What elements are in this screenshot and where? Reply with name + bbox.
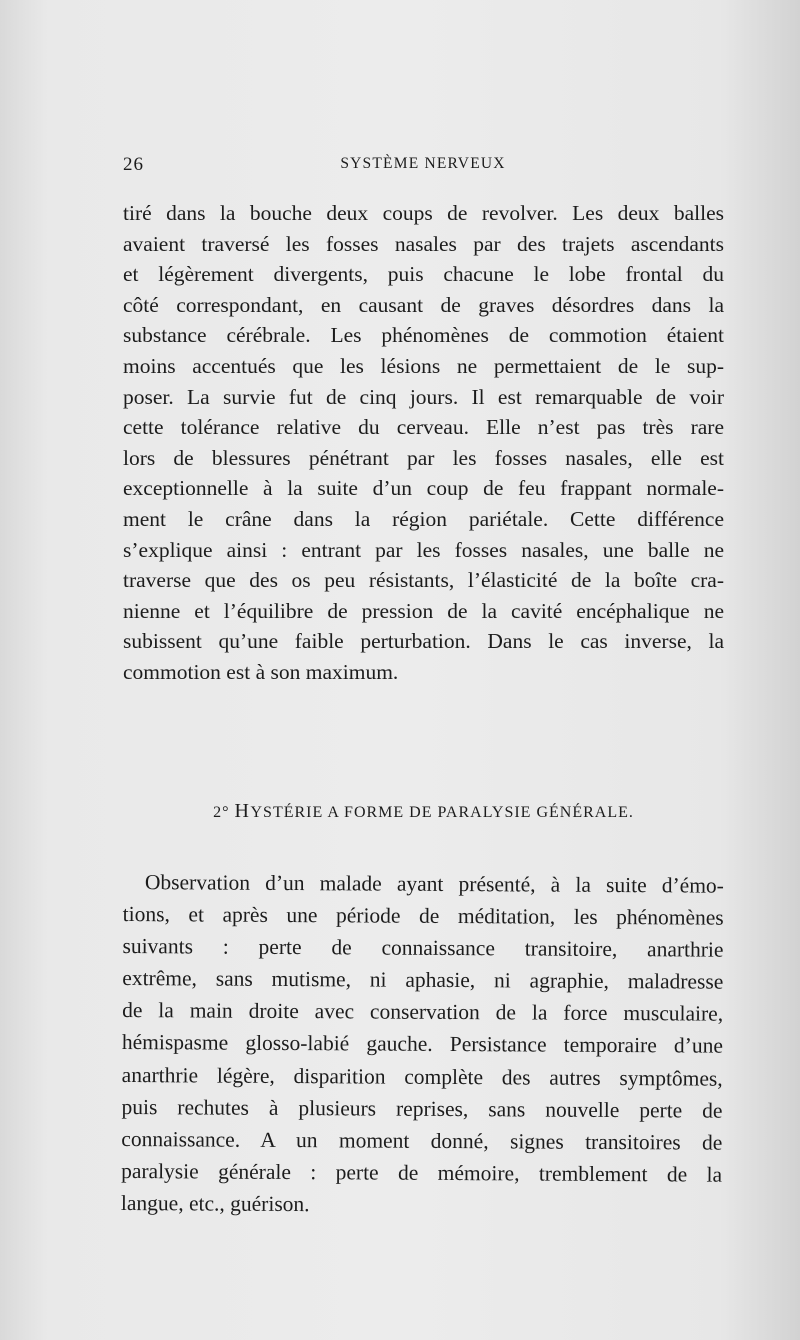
- text-line: connaissance. A un moment donné, signes transitoires de: [121, 1126, 723, 1155]
- text-line: s’explique ainsi : entrant par les fosses nasales, une balle ne: [123, 537, 724, 562]
- text-line: tions, et après une période de méditation, les phénomènes: [122, 902, 724, 930]
- running-head: [123, 154, 723, 182]
- text-line: Observation d’un malade ayant présenté, à la suite d’émo-: [144, 870, 724, 898]
- text-line: moins accentués que les lésions ne permettaient de le sup-: [123, 353, 724, 378]
- text-line: poser. La survie fut de cinq jours. Il est remarquable de voir: [123, 384, 724, 409]
- text-line: avaient traversé les fosses nasales par des trajets ascendants: [123, 231, 724, 256]
- text-line: paralysie générale : perte de mémoire, tremblement de la: [121, 1158, 723, 1187]
- page-number: 26: [123, 154, 144, 175]
- text-line: anarthrie légère, disparition complète des autres symptômes,: [121, 1062, 723, 1091]
- text-line: commotion est à son maximum.: [123, 659, 399, 684]
- text-line: tiré dans la bouche deux coups de revolver. Les deux balles: [123, 201, 724, 225]
- text-line: hémispasme glosso-labié gauche. Persistance temporaire d’une: [121, 1030, 723, 1059]
- text-line: subissent qu’une faible perturbation. Dans le cas inverse, la: [123, 629, 724, 654]
- text-line: et légèrement divergents, puis chacune le lobe frontal du: [123, 262, 724, 287]
- section-heading-initial: H: [234, 800, 251, 822]
- text-line: de la main droite avec conservation de la force musculaire,: [122, 998, 724, 1027]
- text-line: exceptionnelle à la suite d’un coup de feu frappant normale-: [123, 476, 724, 501]
- section-heading-text: YSTÉRIE A FORME DE PARALYSIE GÉNÉRALE.: [250, 804, 634, 821]
- paragraph-hysteria-observation: [121, 866, 724, 1223]
- text-line: traverse que des os peu résistants, l’élasticité de la boîte cra-: [123, 568, 724, 593]
- text-line: suivants : perte de connaissance transitoire, anarthrie: [122, 934, 724, 962]
- text-line: cette tolérance relative du cerveau. Elle n’est pas très rare: [123, 415, 724, 440]
- text-line: côté correspondant, en causant de graves désordres dans la: [123, 292, 724, 317]
- text-line: lors de blessures pénétrant par les fosses nasales, elle est: [123, 445, 724, 470]
- text-line: nienne et l’équilibre de pression de la cavité encéphalique ne: [123, 598, 724, 623]
- running-title: SYSTÈME NERVEUX: [340, 155, 506, 172]
- section-number: 2°: [213, 804, 230, 821]
- text-line: ment le crâne dans la région pariétale. Cette différence: [123, 506, 724, 531]
- section-heading: [123, 800, 724, 823]
- text-line: langue, etc., guérison.: [120, 1190, 310, 1217]
- text-line: puis rechutes à plusieurs reprises, sans nouvelle perte de: [121, 1094, 723, 1123]
- text-line: substance cérébrale. Les phénomènes de commotion étaient: [123, 323, 724, 348]
- paragraph-revolver-case: [123, 198, 724, 688]
- text-line: extrême, sans mutisme, ni aphasie, ni agraphie, maladresse: [122, 966, 724, 994]
